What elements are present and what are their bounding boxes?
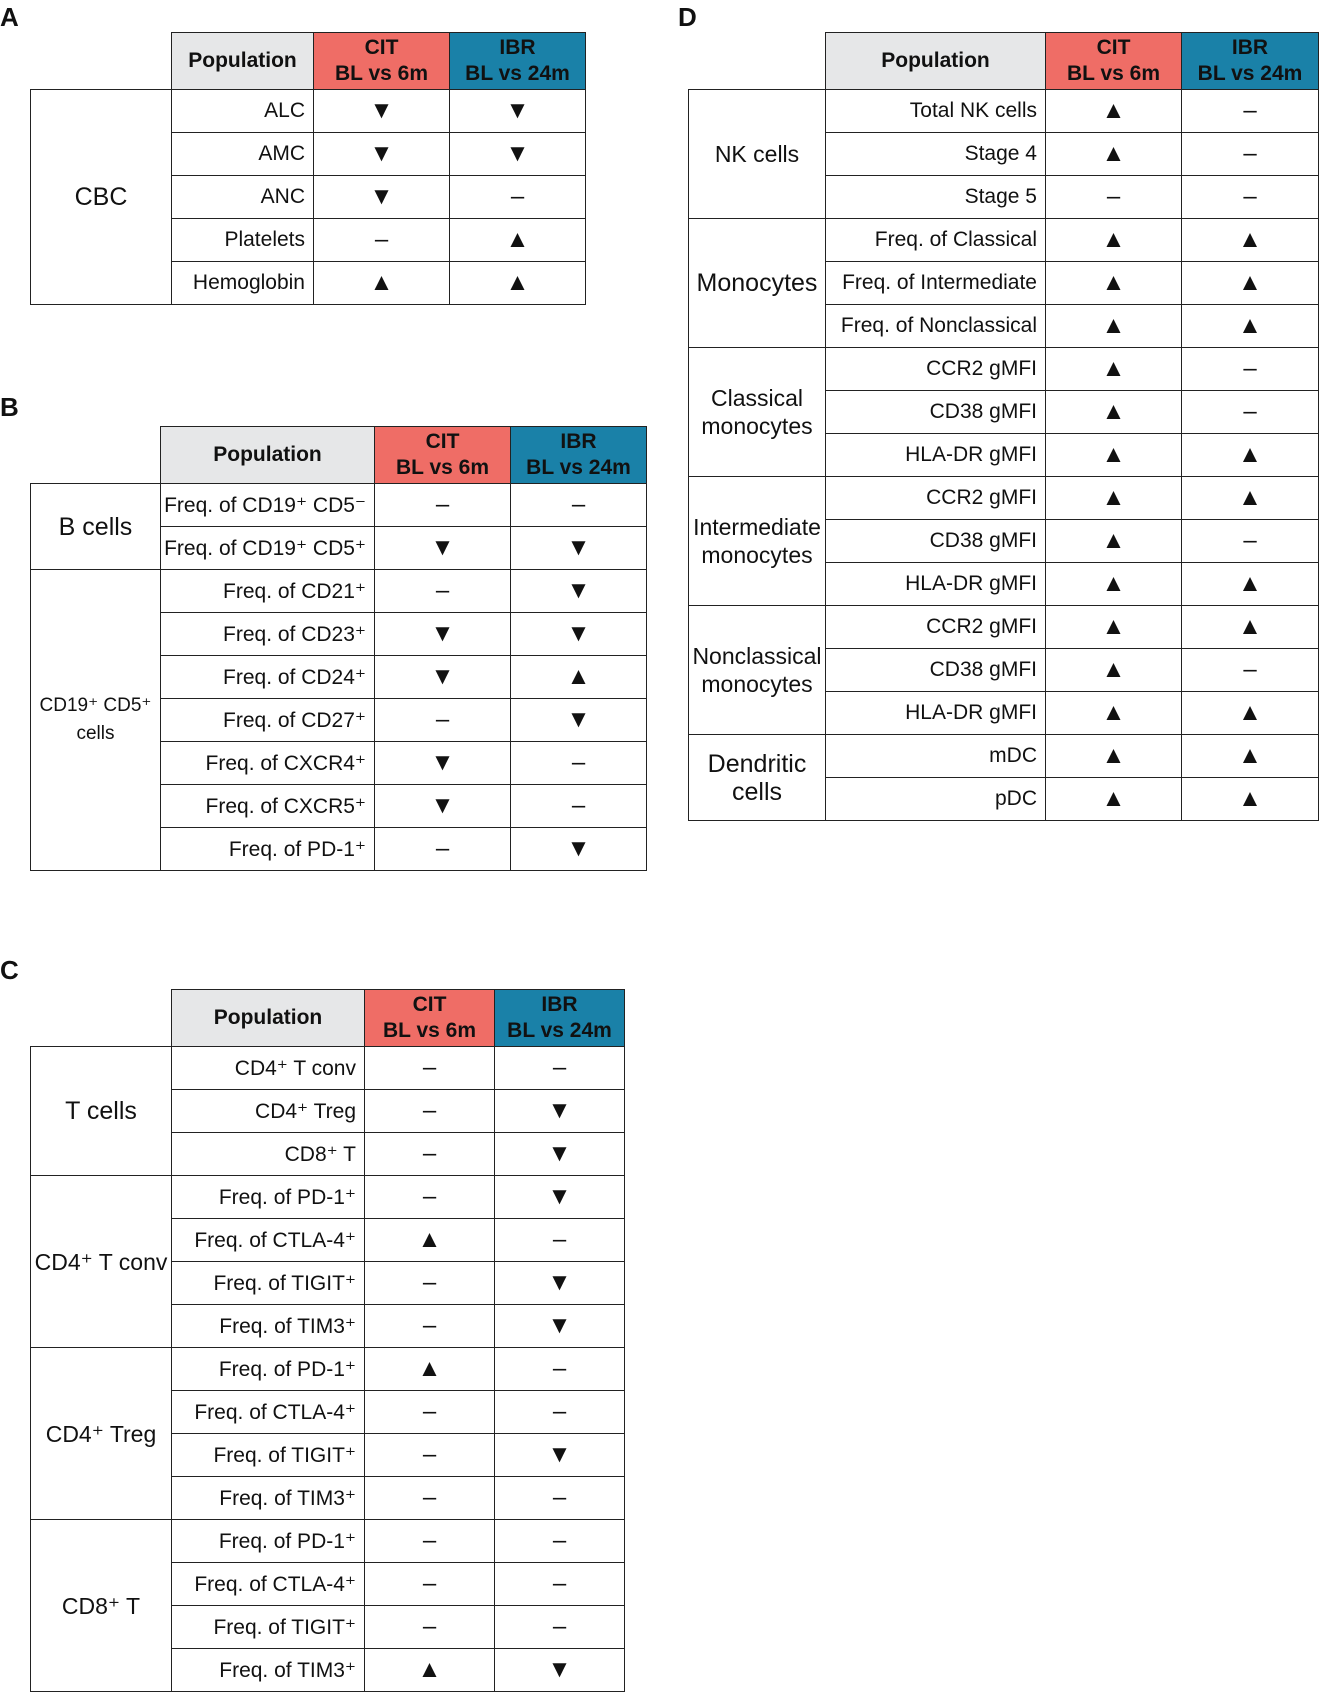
table-row — [689, 735, 1319, 778]
population-cell: CD8⁺ T — [172, 1133, 365, 1176]
ibr-change-cell: ▼ — [495, 1176, 625, 1219]
ibr-change-cell: – — [511, 785, 647, 828]
table-row — [31, 1348, 625, 1391]
population-cell: Freq. of Nonclassical — [826, 305, 1046, 348]
cit-change-cell: ▲ — [365, 1219, 495, 1262]
population-cell: Freq. of CD19⁺ CD5⁻ — [161, 484, 375, 527]
population-cell: CCR2 gMFI — [826, 606, 1046, 649]
cit-change-cell: – — [314, 219, 450, 262]
cit-header-line1: CIT — [364, 36, 399, 59]
population-cell: HLA-DR gMFI — [826, 563, 1046, 606]
population-cell: Freq. of TIGIT⁺ — [172, 1606, 365, 1649]
cit-header-line1: CIT — [1096, 36, 1131, 59]
cit-header-line2: BL vs 6m — [396, 456, 489, 479]
cit-change-cell: – — [365, 1133, 495, 1176]
group-label: CD4⁺ Treg — [31, 1348, 172, 1520]
group-label: NK cells — [689, 90, 826, 219]
population-cell: CD4⁺ T conv — [172, 1047, 365, 1090]
group-label: Classical monocytes — [689, 348, 826, 477]
ibr-change-cell: ▲ — [1182, 262, 1319, 305]
cit-change-cell: ▲ — [1046, 391, 1182, 434]
population-cell: Hemoglobin — [172, 262, 314, 305]
cit-change-cell: ▲ — [1046, 219, 1182, 262]
cit-change-cell: – — [365, 1520, 495, 1563]
table-row — [31, 90, 586, 133]
ibr-change-cell: ▼ — [511, 570, 647, 613]
cit-change-cell: ▼ — [375, 527, 511, 570]
population-cell: Freq. of CD27⁺ — [161, 699, 375, 742]
cit-header-line2: BL vs 6m — [335, 62, 428, 85]
population-cell: Freq. of TIM3⁺ — [172, 1305, 365, 1348]
population-cell: Freq. of CD24⁺ — [161, 656, 375, 699]
ibr-change-cell: – — [495, 1219, 625, 1262]
ibr-change-cell: – — [1182, 90, 1319, 133]
ibr-change-cell: ▲ — [511, 656, 647, 699]
cit-change-cell: – — [375, 484, 511, 527]
ibr-change-cell: – — [495, 1348, 625, 1391]
population-cell: Freq. of CXCR5⁺ — [161, 785, 375, 828]
ibr-change-cell: – — [450, 176, 586, 219]
cit-header — [365, 990, 495, 1047]
cit-change-cell: – — [365, 1090, 495, 1133]
ibr-change-cell: – — [1182, 176, 1319, 219]
cit-change-cell: ▼ — [314, 133, 450, 176]
cit-change-cell: – — [365, 1176, 495, 1219]
population-cell: pDC — [826, 778, 1046, 821]
ibr-change-cell: – — [495, 1520, 625, 1563]
cit-change-cell: ▼ — [375, 656, 511, 699]
ibr-change-cell: ▲ — [1182, 219, 1319, 262]
ibr-change-cell: – — [1182, 649, 1319, 692]
table-row — [689, 606, 1319, 649]
cit-change-cell: ▲ — [365, 1348, 495, 1391]
header-row — [31, 990, 625, 1047]
blank-header-cell — [31, 427, 161, 484]
group-label: CBC — [31, 90, 172, 305]
cit-change-cell: ▲ — [1046, 90, 1182, 133]
ibr-change-cell: – — [1182, 348, 1319, 391]
population-cell: Freq. of CD23⁺ — [161, 613, 375, 656]
population-cell: HLA-DR gMFI — [826, 692, 1046, 735]
ibr-change-cell: ▲ — [1182, 477, 1319, 520]
cit-header-line2: BL vs 6m — [383, 1019, 476, 1042]
population-cell: Freq. of TIM3⁺ — [172, 1477, 365, 1520]
cit-header — [375, 427, 511, 484]
cit-header-line1: CIT — [412, 993, 447, 1016]
ibr-header — [450, 33, 586, 90]
ibr-change-cell: ▼ — [495, 1649, 625, 1692]
table-row — [31, 1047, 625, 1090]
cit-change-cell: ▲ — [1046, 649, 1182, 692]
group-label: B cells — [31, 484, 161, 570]
population-header: Population — [172, 33, 314, 90]
ibr-change-cell: ▼ — [450, 133, 586, 176]
population-cell: Freq. of TIGIT⁺ — [172, 1262, 365, 1305]
cit-change-cell: ▲ — [1046, 477, 1182, 520]
ibr-change-cell: ▲ — [1182, 735, 1319, 778]
population-cell: ALC — [172, 90, 314, 133]
cit-change-cell: – — [365, 1606, 495, 1649]
population-cell: Freq. of PD-1⁺ — [172, 1520, 365, 1563]
cit-change-cell: ▲ — [1046, 262, 1182, 305]
group-label: CD8⁺ T — [31, 1520, 172, 1692]
population-cell: CD38 gMFI — [826, 391, 1046, 434]
ibr-change-cell: ▼ — [450, 90, 586, 133]
ibr-header-line2: BL vs 24m — [465, 62, 570, 85]
population-cell: ANC — [172, 176, 314, 219]
population-cell: Freq. of CTLA-4⁺ — [172, 1219, 365, 1262]
cit-header-line2: BL vs 6m — [1067, 62, 1160, 85]
panel-b-letter: B — [0, 392, 19, 422]
population-cell: Freq. of CTLA-4⁺ — [172, 1391, 365, 1434]
cit-change-cell: – — [365, 1391, 495, 1434]
panel-a-table — [30, 32, 586, 305]
ibr-header-line1: IBR — [1231, 36, 1269, 59]
ibr-change-cell: – — [495, 1563, 625, 1606]
cit-change-cell: ▲ — [1046, 778, 1182, 821]
ibr-header — [511, 427, 647, 484]
population-cell: Freq. of CXCR4⁺ — [161, 742, 375, 785]
blank-header-cell — [31, 33, 172, 90]
panel-a-letter: A — [0, 2, 19, 32]
ibr-change-cell: ▲ — [1182, 434, 1319, 477]
ibr-change-cell: – — [495, 1391, 625, 1434]
population-cell: Freq. of CD19⁺ CD5⁺ — [161, 527, 375, 570]
population-cell: Freq. of TIM3⁺ — [172, 1649, 365, 1692]
ibr-change-cell: ▲ — [1182, 778, 1319, 821]
cit-change-cell: ▲ — [1046, 563, 1182, 606]
blank-header-cell — [689, 33, 826, 90]
panel-c-letter: C — [0, 955, 19, 985]
population-cell: Freq. of PD-1⁺ — [172, 1348, 365, 1391]
cit-header — [1046, 33, 1182, 90]
table-row — [31, 1520, 625, 1563]
ibr-change-cell: ▲ — [1182, 563, 1319, 606]
population-header: Population — [161, 427, 375, 484]
population-cell: CCR2 gMFI — [826, 477, 1046, 520]
ibr-change-cell: – — [1182, 391, 1319, 434]
ibr-change-cell: ▼ — [511, 828, 647, 871]
ibr-change-cell: – — [1182, 133, 1319, 176]
cit-change-cell: ▼ — [375, 613, 511, 656]
ibr-header-line1: IBR — [499, 36, 536, 59]
cit-change-cell: ▲ — [1046, 305, 1182, 348]
ibr-change-cell: – — [511, 742, 647, 785]
table-row — [31, 570, 647, 613]
cit-header — [314, 33, 450, 90]
cit-change-cell: – — [365, 1434, 495, 1477]
panel-d-table — [688, 32, 1319, 821]
panel-b-table — [30, 426, 647, 871]
cit-change-cell: – — [365, 1047, 495, 1090]
cit-header-line1: CIT — [425, 430, 460, 453]
ibr-header — [1182, 33, 1319, 90]
ibr-change-cell: – — [495, 1606, 625, 1649]
ibr-header-line1: IBR — [560, 430, 597, 453]
population-cell: AMC — [172, 133, 314, 176]
header-row — [31, 427, 647, 484]
cit-change-cell: ▲ — [314, 262, 450, 305]
population-cell: Platelets — [172, 219, 314, 262]
population-cell: Freq. of TIGIT⁺ — [172, 1434, 365, 1477]
header-row — [689, 33, 1319, 90]
cit-change-cell: – — [375, 699, 511, 742]
cit-change-cell: ▼ — [375, 742, 511, 785]
population-cell: Freq. of CTLA-4⁺ — [172, 1563, 365, 1606]
cit-change-cell: ▲ — [1046, 520, 1182, 563]
population-cell: Total NK cells — [826, 90, 1046, 133]
cit-change-cell: ▲ — [365, 1649, 495, 1692]
ibr-change-cell: ▼ — [495, 1133, 625, 1176]
cit-change-cell: ▼ — [314, 176, 450, 219]
population-header: Population — [826, 33, 1046, 90]
population-header: Population — [172, 990, 365, 1047]
cit-change-cell: – — [365, 1305, 495, 1348]
cit-change-cell: – — [375, 570, 511, 613]
ibr-change-cell: ▼ — [495, 1262, 625, 1305]
cit-change-cell: ▲ — [1046, 606, 1182, 649]
population-cell: CD38 gMFI — [826, 649, 1046, 692]
population-cell: HLA-DR gMFI — [826, 434, 1046, 477]
cit-change-cell: – — [365, 1262, 495, 1305]
ibr-change-cell: ▼ — [495, 1434, 625, 1477]
population-cell: Stage 4 — [826, 133, 1046, 176]
ibr-change-cell: ▼ — [511, 699, 647, 742]
table-row — [689, 348, 1319, 391]
cit-change-cell: ▲ — [1046, 133, 1182, 176]
ibr-header — [495, 990, 625, 1047]
cit-change-cell: ▲ — [1046, 348, 1182, 391]
ibr-change-cell: – — [495, 1047, 625, 1090]
panel-c-table — [30, 989, 625, 1692]
ibr-change-cell: ▲ — [1182, 692, 1319, 735]
group-label: Nonclassical monocytes — [689, 606, 826, 735]
cit-change-cell: ▼ — [375, 785, 511, 828]
cit-change-cell: – — [365, 1563, 495, 1606]
population-cell: Stage 5 — [826, 176, 1046, 219]
population-cell: Freq. of Classical — [826, 219, 1046, 262]
ibr-change-cell: – — [1182, 520, 1319, 563]
cit-change-cell: ▲ — [1046, 692, 1182, 735]
ibr-change-cell: ▲ — [1182, 606, 1319, 649]
blank-header-cell — [31, 990, 172, 1047]
cit-change-cell: ▲ — [1046, 735, 1182, 778]
population-cell: CCR2 gMFI — [826, 348, 1046, 391]
cit-change-cell: ▲ — [1046, 434, 1182, 477]
header-row — [31, 33, 586, 90]
table-row — [689, 219, 1319, 262]
ibr-change-cell: – — [495, 1477, 625, 1520]
group-label: Intermediate monocytes — [689, 477, 826, 606]
cit-change-cell: ▼ — [314, 90, 450, 133]
ibr-change-cell: ▼ — [511, 613, 647, 656]
group-label: CD19⁺ CD5⁺ cells — [31, 570, 161, 871]
ibr-change-cell: ▲ — [1182, 305, 1319, 348]
cit-change-cell: – — [375, 828, 511, 871]
table-row — [689, 90, 1319, 133]
ibr-change-cell: ▼ — [495, 1305, 625, 1348]
ibr-header-line2: BL vs 24m — [507, 1019, 612, 1042]
cit-change-cell: – — [1046, 176, 1182, 219]
ibr-change-cell: ▲ — [450, 262, 586, 305]
ibr-change-cell: – — [511, 484, 647, 527]
population-cell: mDC — [826, 735, 1046, 778]
ibr-change-cell: ▲ — [450, 219, 586, 262]
table-row — [31, 1176, 625, 1219]
population-cell: CD38 gMFI — [826, 520, 1046, 563]
table-row — [31, 484, 647, 527]
cit-change-cell: – — [365, 1477, 495, 1520]
panel-d-letter: D — [678, 2, 697, 32]
group-label: Dendritic cells — [689, 735, 826, 821]
ibr-header-line2: BL vs 24m — [1197, 62, 1303, 85]
population-cell: CD4⁺ Treg — [172, 1090, 365, 1133]
group-label: CD4⁺ T conv — [31, 1176, 172, 1348]
population-cell: Freq. of Intermediate — [826, 262, 1046, 305]
population-cell: Freq. of CD21⁺ — [161, 570, 375, 613]
group-label: Monocytes — [689, 219, 826, 348]
ibr-header-line2: BL vs 24m — [526, 456, 631, 479]
population-cell: Freq. of PD-1⁺ — [161, 828, 375, 871]
ibr-change-cell: ▼ — [511, 527, 647, 570]
ibr-header-line1: IBR — [541, 993, 578, 1016]
population-cell: Freq. of PD-1⁺ — [172, 1176, 365, 1219]
group-label: T cells — [31, 1047, 172, 1176]
table-row — [689, 477, 1319, 520]
ibr-change-cell: ▼ — [495, 1090, 625, 1133]
